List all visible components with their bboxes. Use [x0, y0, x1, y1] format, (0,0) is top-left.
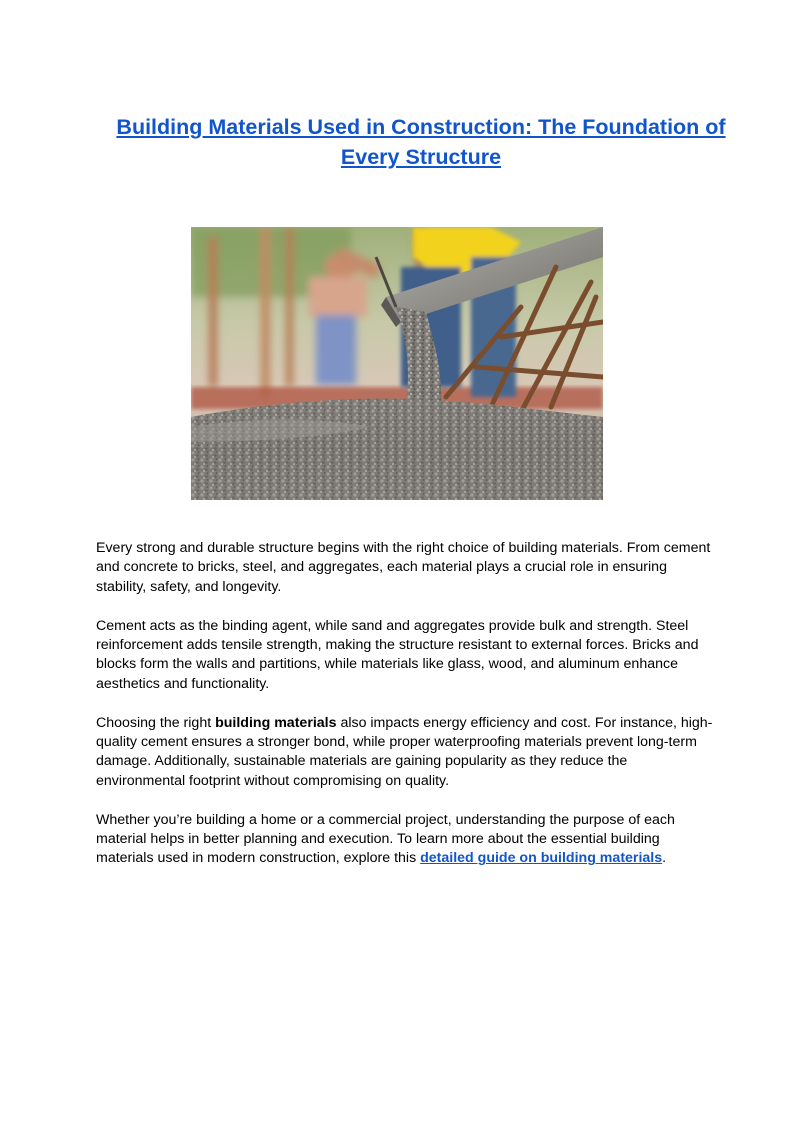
paragraph-2: Cement acts as the binding agent, while sand and aggregates provide bulk and strength. Steel reinforcement adds tensile strength, making the structure resistant to external forces. Bricks and blocks form the walls and partitions, while materials like glass, wood, and aluminum enhance aesthetics and functionality. [96, 617, 699, 692]
paragraph-4-end: . [662, 850, 667, 867]
construction-photo [191, 227, 603, 500]
bold-term: building materials [215, 714, 337, 731]
guide-link[interactable]: detailed guide on building materials [420, 850, 663, 867]
page-title [96, 112, 746, 172]
paragraph-3 [96, 714, 716, 792]
paragraph-1: Every strong and durable structure begins with the right choice of building materials. From cement and concrete to bricks, steel, and aggregates, each material plays a crucial role in ensuring stability, safety, and longevity. [96, 540, 711, 595]
paragraph-3-rest: also impacts energy efficiency and cost. For instance, high-quality cement ensures a stronger bond, while proper waterproofing materials prevent long-term damage. Additionally, sustainable materials are gaining popularity as they reduce the environmental footprint without compromising on quality. [96, 714, 713, 789]
paragraph-4-lead: Whether you’re building a home or a commercial project, understanding the purpose of each material helps in better planning and execution. To learn more about the essential building materials used in modern construction, explore this [96, 811, 675, 867]
article-body [96, 539, 716, 888]
title-link[interactable]: Building Materials Used in Construction: The Foundation of Every Structure [116, 115, 726, 169]
paragraph-4 [96, 811, 716, 869]
paragraph-3-lead: Choosing the right [96, 714, 216, 731]
